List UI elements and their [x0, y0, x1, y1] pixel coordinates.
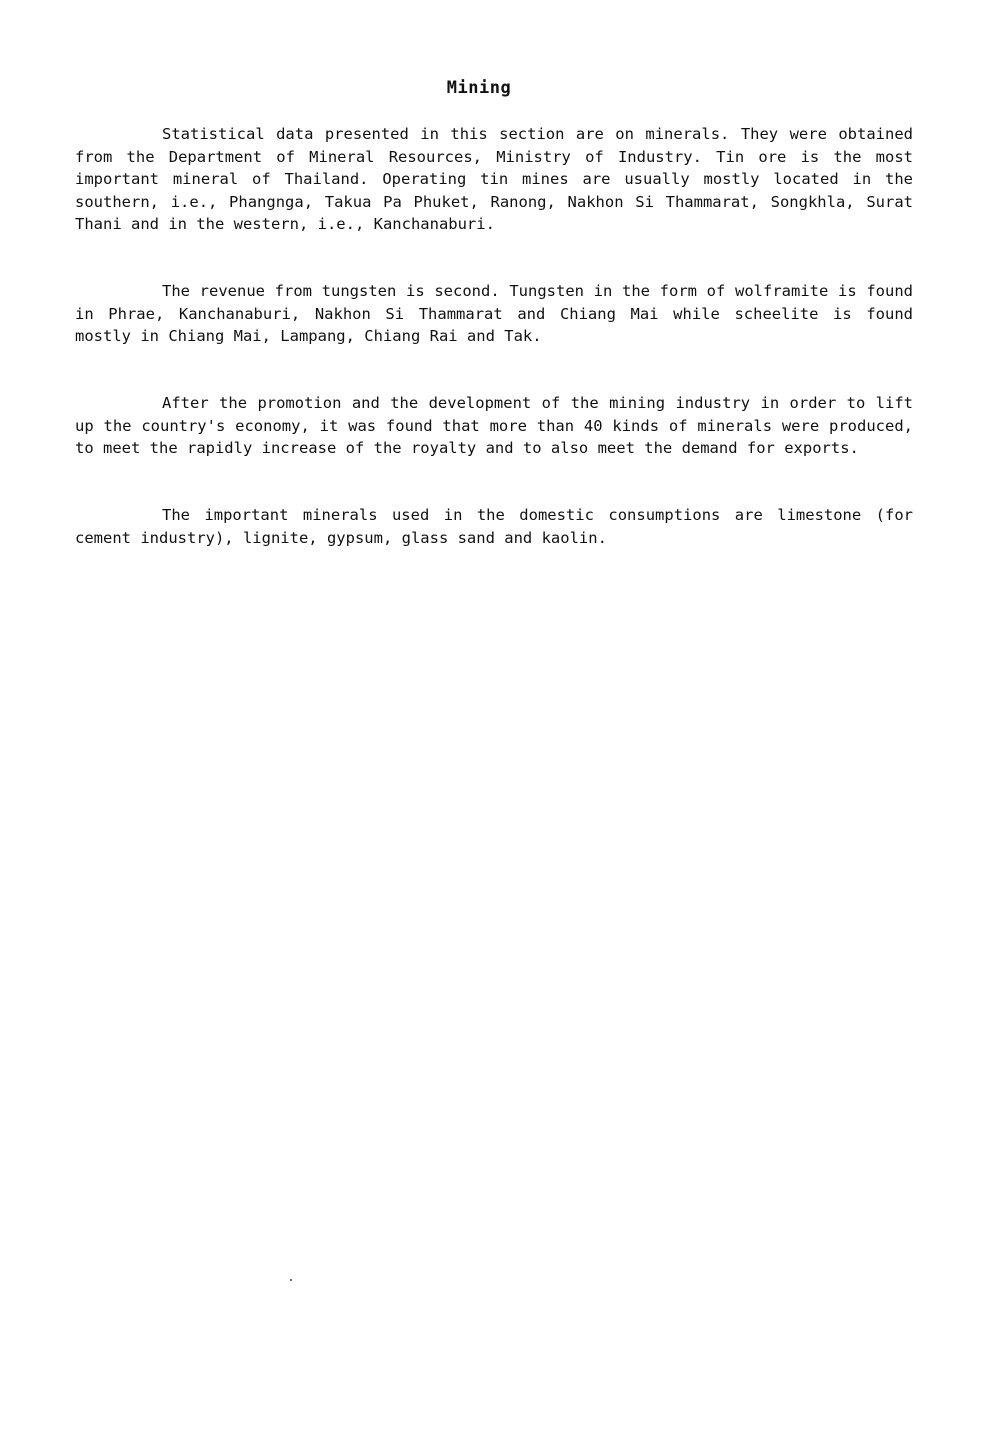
page-title: Mining: [446, 78, 512, 98]
scan-speck: [290, 1279, 292, 1281]
paragraph-tungsten: The revenue from tungsten is second. Tungsten in the form of wolframite is found in Phrae, Kanchanaburi, Nakhon Si Thammarat and Chiang Mai while scheelite is found mostly in Chiang Mai, Lampang, Chiang Rai and Tak.: [75, 282, 913, 346]
paragraph-tin-ore: Statistical data presented in this section are on minerals. They were obtained from the Department of Mineral Resources, Ministry of Industry. Tin ore is the most important mineral of Thailand. Operating tin mines are usually mostly located in the southern, i.e., Phangnga, Takua Pa Phuket, Ranong, Nakhon Si Thammarat, Songkhla, Surat Thani and in the western, i.e., Kanchanaburi.: [75, 125, 913, 234]
paragraph-mining-development: After the promotion and the development of the mining industry in order to lift up the country's economy, it was found that more than 40 kinds of minerals were produced, to meet the rapidly increase of the royalty and to also meet the demand for exports.: [75, 394, 913, 458]
paragraph-domestic-minerals: The important minerals used in the domestic consumptions are limestone (for cement industry), lignite, gypsum, glass sand and kaolin.: [75, 506, 913, 547]
